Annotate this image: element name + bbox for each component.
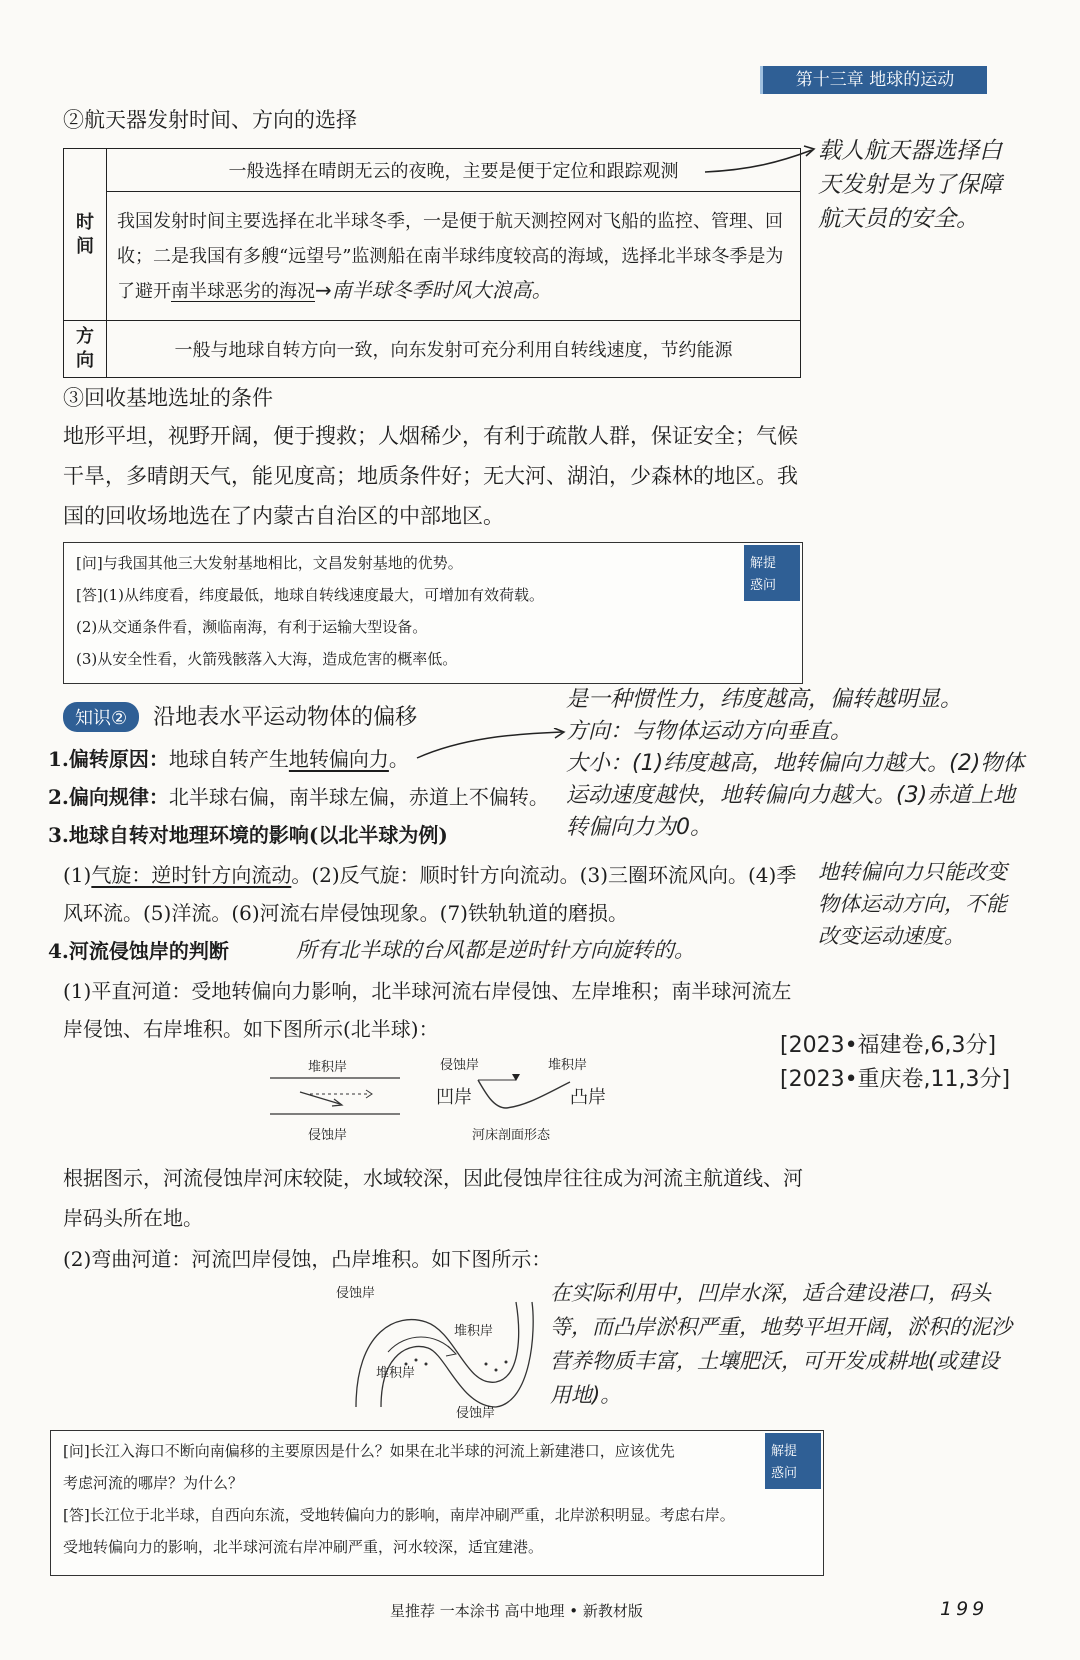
- qa2-answer-1: [答]长江位于北半球，自西向东流，受地转偏向力的影响，南岸冲刷严重，北岸淤积明显。考虑右岸。: [63, 1506, 735, 1524]
- recovery-body: 地形平坦，视野开阔，便于搜救；人烟稀少，有利于疏散人群，保证安全；气候干旱，多晴朗天气，能见度高；地质条件好；无大河、湖泊，少森林的地区。我国的回收场地选在了内蒙古自治区的中部地区。: [63, 424, 798, 528]
- qa2-tag-icon: [765, 1433, 821, 1489]
- qa2-answer-2: 受地转偏向力的影响，北半球河流右岸冲刷严重，河水较深，适宜建港。: [63, 1538, 544, 1556]
- section-heading-recovery: ③回收基地选址的条件: [63, 386, 273, 410]
- handwritten-arrow-note: →南半球冬季时风大浪高。: [315, 277, 552, 302]
- item-deflection-cause: [48, 740, 409, 778]
- qa1-answer-2: (2)从交通条件看，濒临南海，有利于运输大型设备。: [76, 618, 428, 636]
- time-row-1: 一般选择在晴朗无云的夜晚，主要是便于定位和跟踪观测: [107, 149, 801, 192]
- exam-ref-chongqing: [2023•重庆卷,11,3分]: [780, 1067, 1011, 1092]
- river-channel-icon: [270, 1074, 420, 1120]
- effects-a: (1): [63, 863, 92, 887]
- page-number: 199: [940, 1598, 989, 1620]
- cs-right-top: 堆积岸: [548, 1058, 588, 1073]
- erosion-bank-explanation: 根据图示，河流侵蚀岸河床较陡，水域较深，因此侵蚀岸往往成为河流主航道线、河岸码头所在地。: [63, 1166, 803, 1230]
- svg-text:惑问: 惑问: [771, 1466, 798, 1481]
- riverbed-cross-section: [436, 1054, 622, 1144]
- section-heading-launch: ②航天器发射时间、方向的选择: [63, 108, 357, 132]
- handwritten-note-daytime: 载人航天器选择白天发射是为了保障航天员的安全。: [818, 138, 1002, 232]
- item2-prefix: 2.偏向规律：: [48, 785, 169, 809]
- footer-brand: 星推荐 一本涂书 高中地理 • 新教材版: [390, 1602, 643, 1620]
- meander-label-a: 侵蚀岸: [336, 1286, 376, 1301]
- effects-underlined: 气旋：逆时针方向流动: [91, 863, 292, 887]
- effects-b: 。(2)反气旋：顺时针方向流动。(3)三圈环流风向。(4)季风环流。(5)洋流。(6)河流右岸侵蚀现象。(7)铁轨轨道的磨损。: [63, 863, 797, 925]
- qa1-question: [问]与我国其他三大发射基地相比，文昌发射基地的优势。: [76, 554, 463, 572]
- qa-tag-icon: [744, 545, 800, 601]
- item1-end: 。: [388, 747, 409, 771]
- connector-arrow: [700, 140, 820, 180]
- item1-text: 地球自转产生: [168, 747, 289, 771]
- hand-note-direction: 方向：与物体运动方向垂直。: [566, 719, 853, 744]
- svg-text:惑问: 惑问: [750, 578, 777, 593]
- meander-label-c: 堆积岸: [376, 1366, 416, 1381]
- cs-caption: 河床剖面形态: [472, 1128, 551, 1143]
- cross-section-icon: [476, 1074, 572, 1114]
- time-row-2-text: 我国发射时间主要选择在北半球冬季，一是便于航天测控网对飞船的监控、管理、回收；二是我国有多艘“远望号”监测船在南半球纬度较高的海域，选择北半球冬季是为了避开: [117, 210, 784, 302]
- exam-ref-fujian: [2023•福建卷,6,3分]: [780, 1033, 997, 1058]
- straight-top-label: 堆积岸: [308, 1060, 348, 1075]
- meander-label-d: 侵蚀岸: [456, 1406, 496, 1421]
- hand-note-port: 在实际利用中，凹岸水深，适合建设港口，码头等，而凸岸淤积严重，地势平坦开阔，淤积的泥沙营养物质丰富，土壤肥沃，可开发成耕地(或建设用地)。: [550, 1281, 1012, 1407]
- hand-note-direction-only: 地转偏向力只能改变物体运动方向，不能改变运动速度。: [818, 860, 1007, 948]
- direction-text: 一般与地球自转方向一致，向东发射可充分利用自转线速度，节约能源: [107, 321, 801, 378]
- qa1-answer-1: [答](1)从纬度看，纬度最低，地球自转线速度最大，可增加有效荷载。: [76, 586, 544, 604]
- meander-icon: [336, 1292, 536, 1412]
- chapter-tab: 第十三章 地球的运动: [760, 66, 987, 94]
- item-environment-effects: 3.地球自转对地理环境的影响(以北半球为例): [48, 823, 448, 847]
- straight-river-body: (1)平直河道：受地转偏向力影响，北半球河流右岸侵蚀、左岸堆积；南半球河流左岸侵蚀、右岸堆积。如下图所示(北半球)：: [63, 979, 792, 1041]
- svg-text:解提: 解提: [771, 1444, 798, 1459]
- direction-label: 方向: [64, 321, 107, 378]
- svg-text:解提: 解提: [750, 556, 777, 571]
- launch-table: [63, 148, 801, 378]
- knowledge-badge: 知识②: [63, 702, 139, 732]
- curved-river-body: (2)弯曲河道：河流凹岸侵蚀，凸岸堆积。如下图所示：: [63, 1247, 552, 1271]
- time-label: 时间: [64, 149, 107, 321]
- qa1-answer-3: (3)从安全性看，火箭残骸落入大海，造成危害的概率低。: [76, 650, 458, 668]
- hand-note-magnitude: 大小：(1)纬度越高，地转偏向力越大。(2)物体运动速度越快，地转偏向力越大。(3)赤道上地转偏向力为0。: [566, 751, 1025, 840]
- effects-body: [63, 856, 803, 932]
- qa2-question-2: 考虑河流的哪岸？为什么？: [63, 1474, 244, 1492]
- meander-label-b: 堆积岸: [454, 1324, 494, 1339]
- qa2-question-1: [问]长江入海口不断向南偏移的主要原因是什么？如果在北半球的河流上新建港口，应该优先: [63, 1442, 675, 1460]
- qa-box-wenchang: [63, 542, 803, 684]
- meander-diagram: [336, 1282, 536, 1422]
- item1-underlined: 地转偏向力: [288, 747, 389, 771]
- qa-box-yangtze: [50, 1430, 824, 1576]
- straight-bottom-label: 侵蚀岸: [308, 1128, 348, 1143]
- cs-left-top: 侵蚀岸: [440, 1058, 480, 1073]
- time-row-2: [107, 192, 801, 321]
- cs-right: 凸岸: [570, 1087, 606, 1108]
- item2-text: 北半球右偏，南半球左偏，赤道上不偏转。: [168, 785, 549, 809]
- cs-left: 凹岸: [436, 1087, 472, 1108]
- hand-note-typhoon: 所有北半球的台风都是逆时针方向旋转的。: [296, 938, 695, 962]
- straight-river-diagram: [270, 1056, 420, 1142]
- item-deflection-rule: [48, 778, 549, 816]
- knowledge-heading: [63, 700, 417, 732]
- time-row-2-underlined: 南半球恶劣的海况: [171, 280, 315, 302]
- item-erosion-bank: 4.河流侵蚀岸的判断: [48, 939, 229, 963]
- knowledge-title: 沿地表水平运动物体的偏移: [153, 705, 418, 730]
- item1-prefix: 1.偏转原因：: [48, 747, 169, 771]
- connector-arrow-2: [412, 728, 572, 768]
- hand-note-inertia: 是一种惯性力，纬度越高，偏转越明显。: [566, 687, 963, 712]
